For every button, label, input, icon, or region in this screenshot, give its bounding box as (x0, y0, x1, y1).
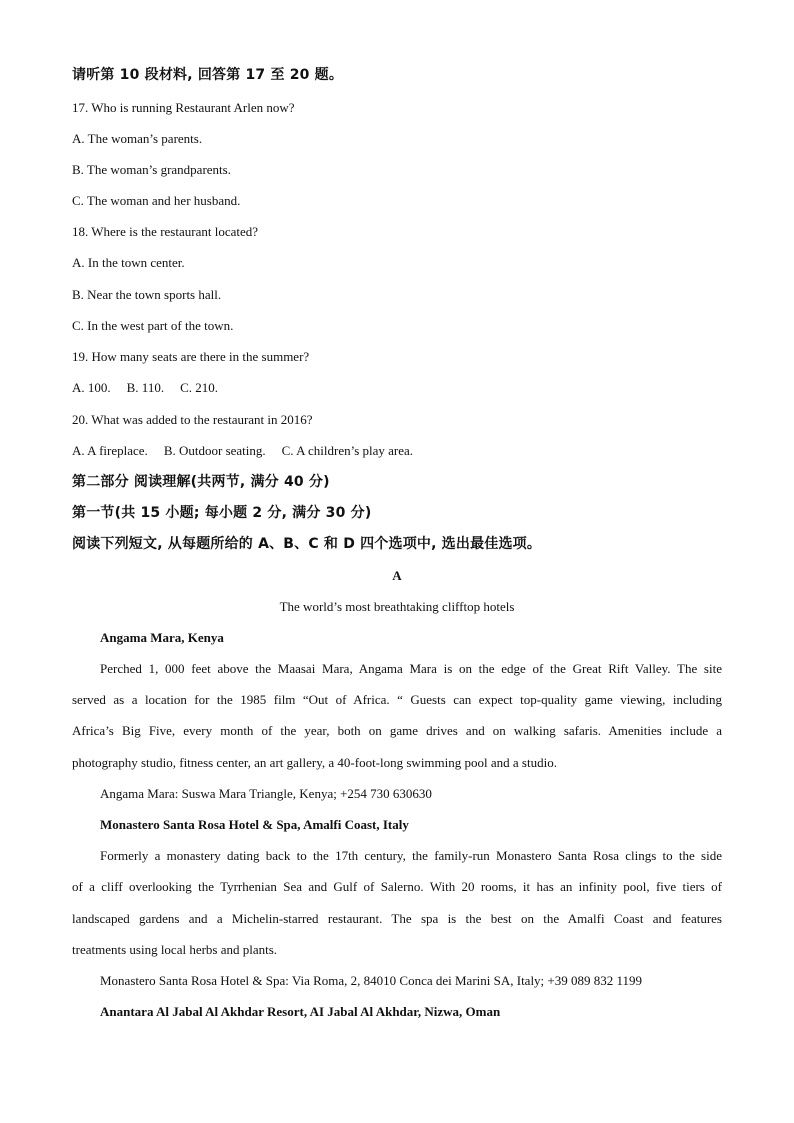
q19-option-c: C. 210. (180, 380, 219, 395)
question-17: 17. Who is running Restaurant Arlen now? (72, 100, 295, 115)
q18-option-c: C. In the west part of the town. (72, 318, 234, 333)
hotel-2-name: Monastero Santa Rosa Hotel & Spa, Amalfi Coast, Italy (100, 817, 409, 832)
q20-option-a: A. A fireplace. (72, 443, 148, 458)
q17-option-a: A. The woman’s parents. (72, 131, 203, 146)
q19-option-b: B. 110. (126, 380, 165, 395)
hotel-1-line-1: Perched 1, 000 feet above the Maasai Mara, Angama Mara is on the edge of the Great Rift Valley. The site (100, 661, 722, 676)
hotel-1-contact: Angama Mara: Suswa Mara Triangle, Kenya; +254 730 630630 (100, 786, 432, 801)
hotel-2-contact: Monastero Santa Rosa Hotel & Spa: Via Roma, 2, 84010 Conca dei Marini SA, Italy; +39 089 832 1199 (100, 973, 643, 988)
q20-option-b: B. Outdoor seating. (163, 443, 266, 458)
hotel-2-line-3: landscaped gardens and a Michelin-starred restaurant. The spa is the best on the Amalfi Coast and features (72, 911, 722, 926)
q20-option-c: C. A children’s play area. (281, 443, 414, 458)
q18-option-a: A. In the town center. (72, 255, 185, 270)
question-19: 19. How many seats are there in the summer? (72, 349, 310, 364)
q17-option-b: B. The woman’s grandparents. (72, 162, 231, 177)
question-18: 18. Where is the restaurant located? (72, 224, 259, 239)
q20-options (72, 443, 413, 459)
listening-section-heading: 请听第 10 段材料, 回答第 17 至 20 题。 (72, 67, 344, 83)
passage-title: The world’s most breathtaking clifftop hotels (279, 599, 515, 614)
passage-label: A (392, 568, 402, 583)
hotel-1-line-2: served as a location for the 1985 film “Out of Africa. “ Guests can expect top-quality game viewing, including (72, 692, 722, 707)
q19-options (72, 380, 218, 396)
hotel-1-line-3: Africa’s Big Five, every month of the year, both on game drives and on walking safaris. Amenities include a (72, 723, 722, 738)
q17-option-c: C. The woman and her husband. (72, 193, 241, 208)
q19-option-a: A. 100. (72, 380, 111, 395)
hotel-2-line-4: treatments using local herbs and plants. (72, 942, 278, 957)
section1-heading: 第一节(共 15 小题; 每小题 2 分, 满分 30 分) (72, 505, 372, 521)
hotel-2-line-1: Formerly a monastery dating back to the 17th century, the family-run Monastero Santa Rosa clings to the side (100, 848, 722, 863)
hotel-1-name: Angama Mara, Kenya (100, 630, 224, 645)
hotel-1-line-4: photography studio, fitness center, an art gallery, a 40-foot-long swimming pool and a studio. (72, 755, 557, 770)
part2-heading: 第二部分 阅读理解(共两节, 满分 40 分) (72, 474, 330, 490)
reading-instructions: 阅读下列短文, 从每题所给的 A、B、C 和 D 四个选项中, 选出最佳选项。 (72, 536, 542, 552)
hotel-2-line-2: of a cliff overlooking the Tyrrhenian Sea and Gulf of Salerno. With 20 rooms, it has an infinity pool, five tiers of (72, 879, 722, 894)
hotel-3-name: Anantara Al Jabal Al Akhdar Resort, AI Jabal Al Akhdar, Nizwa, Oman (100, 1004, 501, 1019)
question-20: 20. What was added to the restaurant in 2016? (72, 412, 313, 427)
q18-option-b: B. Near the town sports hall. (72, 287, 222, 302)
